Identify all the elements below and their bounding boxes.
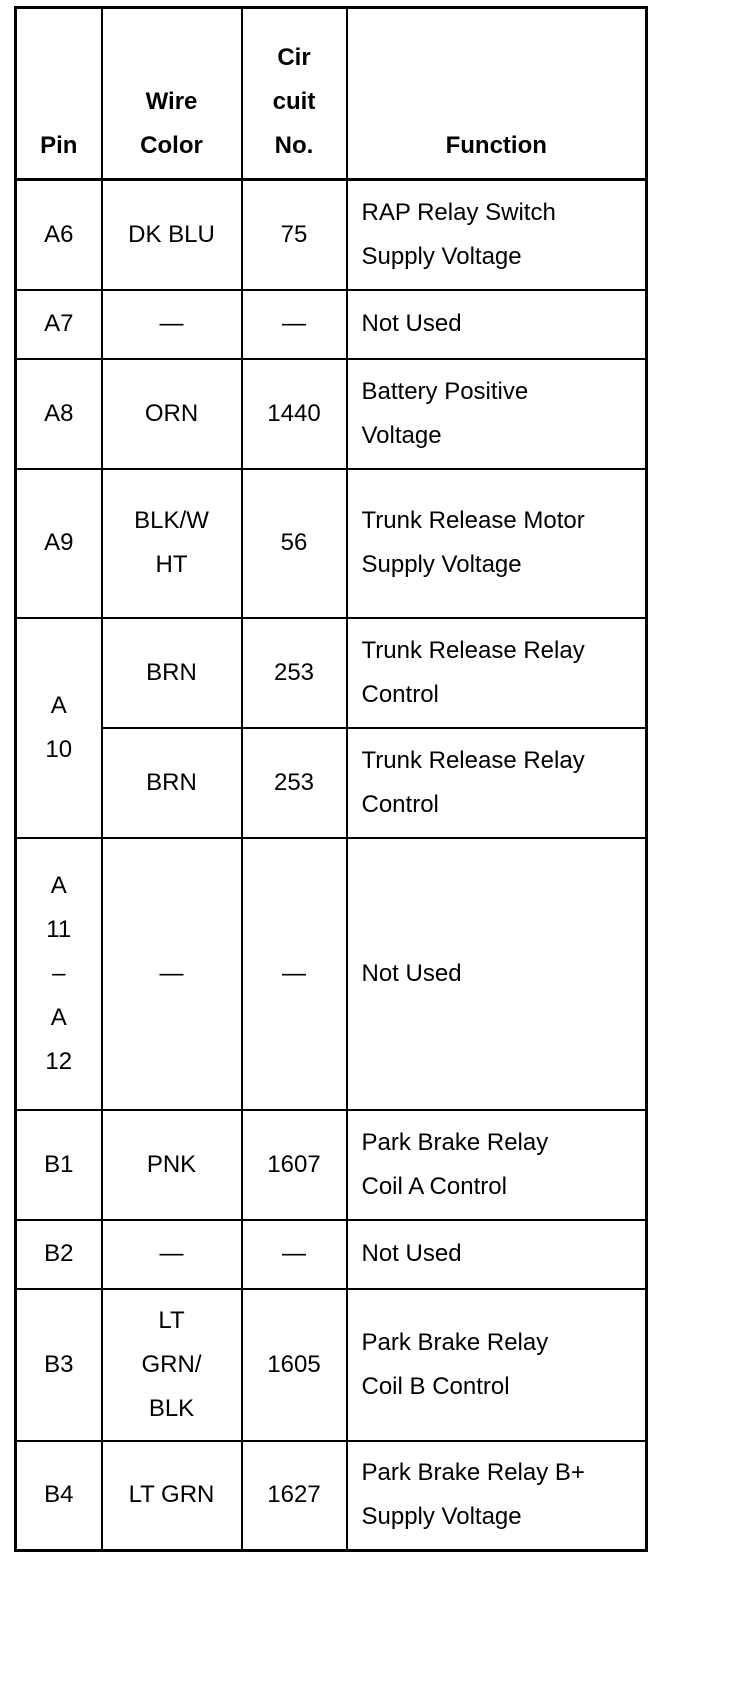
connector-pinout-table-container — [14, 6, 648, 1552]
pin-cell: B3 — [16, 1289, 102, 1441]
pin-cell: B2 — [16, 1220, 102, 1289]
function-cell: RAP Relay Switch Supply Voltage — [347, 180, 647, 290]
pin-cell: B1 — [16, 1110, 102, 1220]
wire-color-cell: BRN — [102, 618, 242, 728]
header-pin: Pin — [16, 8, 102, 180]
function-cell: Battery Positive Voltage — [347, 359, 647, 469]
table-row — [16, 1110, 647, 1220]
circuit-cell: — — [242, 290, 347, 359]
circuit-cell: 1627 — [242, 1441, 347, 1551]
function-cell: Not Used — [347, 1220, 647, 1289]
wire-color-cell: — — [102, 838, 242, 1110]
wire-color-cell: ORN — [102, 359, 242, 469]
circuit-cell: 253 — [242, 618, 347, 728]
table-row — [16, 728, 647, 838]
wire-color-cell: BLK/W HT — [102, 469, 242, 618]
wire-color-cell: LT GRN — [102, 1441, 242, 1551]
table-row — [16, 1289, 647, 1441]
connector-pinout-table — [14, 6, 648, 1552]
circuit-cell: 253 — [242, 728, 347, 838]
function-cell: Trunk Release Relay Control — [347, 618, 647, 728]
circuit-cell: — — [242, 1220, 347, 1289]
table-row — [16, 1441, 647, 1551]
function-cell: Not Used — [347, 838, 647, 1110]
wire-color-cell: LT GRN/ BLK — [102, 1289, 242, 1441]
pin-cell: A7 — [16, 290, 102, 359]
pin-cell: A 10 — [16, 618, 102, 838]
circuit-cell: 75 — [242, 180, 347, 290]
table-row — [16, 618, 647, 728]
function-cell: Trunk Release Relay Control — [347, 728, 647, 838]
table-row — [16, 180, 647, 290]
wire-color-cell: DK BLU — [102, 180, 242, 290]
function-cell: Trunk Release Motor Supply Voltage — [347, 469, 647, 618]
table-row — [16, 838, 647, 1110]
wire-color-cell: — — [102, 1220, 242, 1289]
wire-color-cell: BRN — [102, 728, 242, 838]
function-cell: Park Brake Relay Coil B Control — [347, 1289, 647, 1441]
pin-cell: B4 — [16, 1441, 102, 1551]
pin-cell: A8 — [16, 359, 102, 469]
table-row — [16, 1220, 647, 1289]
function-cell: Park Brake Relay Coil A Control — [347, 1110, 647, 1220]
circuit-cell: 1605 — [242, 1289, 347, 1441]
pin-cell: A6 — [16, 180, 102, 290]
function-cell: Not Used — [347, 290, 647, 359]
circuit-cell: 1440 — [242, 359, 347, 469]
circuit-cell: 56 — [242, 469, 347, 618]
table-row — [16, 290, 647, 359]
wire-color-cell: — — [102, 290, 242, 359]
pin-cell: A9 — [16, 469, 102, 618]
pin-cell: A 11 – A 12 — [16, 838, 102, 1110]
table-row — [16, 469, 647, 618]
circuit-cell: — — [242, 838, 347, 1110]
header-function: Function — [347, 8, 647, 180]
header-wire-color: Wire Color — [102, 8, 242, 180]
table-row — [16, 359, 647, 469]
function-cell: Park Brake Relay B+ Supply Voltage — [347, 1441, 647, 1551]
wire-color-cell: PNK — [102, 1110, 242, 1220]
header-circuit-no: Cir cuit No. — [242, 8, 347, 180]
header-row — [16, 8, 647, 180]
circuit-cell: 1607 — [242, 1110, 347, 1220]
